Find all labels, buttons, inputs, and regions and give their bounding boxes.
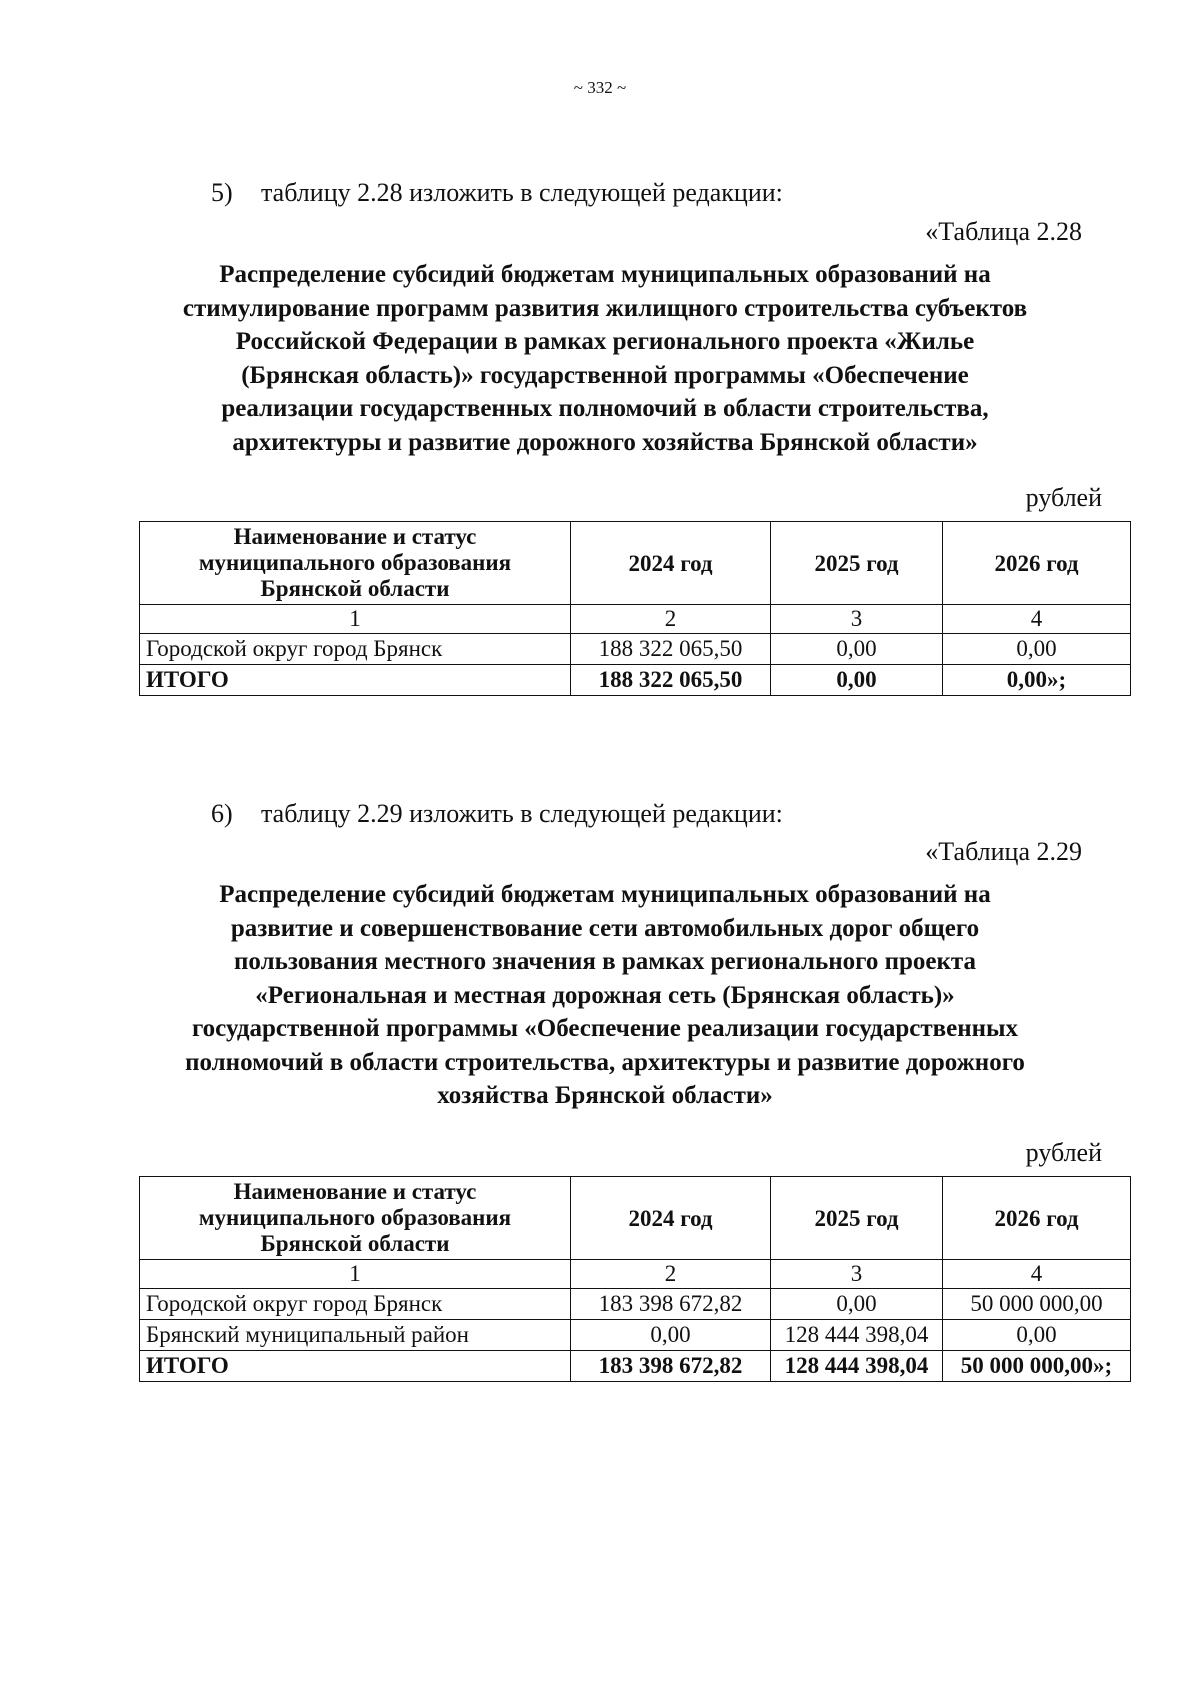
total-2026: 50 000 000,00»; <box>943 1351 1131 1382</box>
title-line: архитектуры и развитие дорожного хозяйства Брянской области» <box>232 428 978 456</box>
title-line: Распределение субсидий бюджетам муниципальных образований на <box>219 881 991 908</box>
column-header-2025: 2025 год <box>771 1177 943 1260</box>
table-header-row <box>140 522 1131 605</box>
column-header-name <box>140 522 571 605</box>
column-number: 1 <box>140 1260 571 1289</box>
column-header-2024: 2024 год <box>571 1177 771 1260</box>
value-2026: 0,00 <box>943 634 1131 665</box>
table-row <box>140 634 1131 665</box>
title-line: (Брянская область)» государственной программы «Обеспечение <box>241 361 969 389</box>
column-numbers-row <box>140 1260 1131 1289</box>
value-2025: 128 444 398,04 <box>771 1320 943 1351</box>
table-label: «Таблица 2.28 <box>925 217 1082 246</box>
column-number: 2 <box>571 1260 771 1289</box>
title-line: Российской Федерации в рамках регионального проекта «Жилье <box>235 328 975 355</box>
title-line: государственной программы «Обеспечение реализации государственных <box>191 1015 1019 1042</box>
column-number: 4 <box>943 1260 1131 1289</box>
municipality-name: Брянский муниципальный район <box>140 1320 571 1351</box>
table-header-row <box>140 1177 1131 1260</box>
total-2025: 0,00 <box>771 665 943 696</box>
column-number: 4 <box>943 605 1131 634</box>
column-number: 3 <box>771 1260 943 1289</box>
title-line: «Региональная и местная дорожная сеть (Брянская область)» <box>255 981 955 1009</box>
title-line: реализации государственных полномочий в области строительства, <box>221 395 989 422</box>
total-2024: 188 322 065,50 <box>571 665 771 696</box>
municipality-name: Городской округ город Брянск <box>140 1289 571 1320</box>
column-header-2026: 2026 год <box>943 522 1131 605</box>
column-header-2025: 2025 год <box>771 522 943 605</box>
item-number: 5) <box>211 178 233 207</box>
item-text: таблицу 2.29 изложить в следующей редакции: <box>261 799 783 828</box>
title-line: полномочий в области строительства, архитектуры и развитие дорожного <box>185 1048 1025 1076</box>
table-title <box>130 878 1080 1113</box>
page-number: ~ 332 ~ <box>573 78 627 97</box>
table-title <box>130 258 1080 459</box>
value-2025: 0,00 <box>771 634 943 665</box>
total-label: ИТОГО <box>140 665 571 696</box>
value-2024: 183 398 672,82 <box>571 1289 771 1320</box>
column-numbers-row <box>140 605 1131 634</box>
total-2025: 128 444 398,04 <box>771 1351 943 1382</box>
unit-label: рублей <box>1025 1138 1102 1167</box>
column-header-name <box>140 1177 571 1260</box>
item-number: 6) <box>211 799 233 828</box>
subsidy-table-2-29 <box>139 1176 1131 1382</box>
total-label: ИТОГО <box>140 1351 571 1382</box>
unit-label: рублей <box>1025 483 1102 512</box>
header-line: Наименование и статус <box>233 1179 477 1204</box>
item-text: таблицу 2.28 изложить в следующей редакции: <box>261 178 783 207</box>
total-row <box>140 1351 1131 1382</box>
title-line: развитие и совершенствование сети автомобильных дорог общего <box>230 914 980 942</box>
value-2026: 0,00 <box>943 1320 1131 1351</box>
header-line: муниципального образования <box>198 1205 512 1230</box>
subsidy-table-2-28 <box>139 521 1131 696</box>
column-number: 1 <box>140 605 571 634</box>
value-2024: 0,00 <box>571 1320 771 1351</box>
header-line: Брянской области <box>260 1231 450 1256</box>
title-line: пользования местного значения в рамках регионального проекта <box>234 948 976 975</box>
header-line: муниципального образования <box>198 550 512 575</box>
column-number: 3 <box>771 605 943 634</box>
table-row <box>140 1289 1131 1320</box>
value-2024: 188 322 065,50 <box>571 634 771 665</box>
municipality-name: Городской округ город Брянск <box>140 634 571 665</box>
title-line: стимулирование программ развития жилищного строительства субъектов <box>182 294 1028 322</box>
header-line: Брянской области <box>260 576 450 601</box>
value-2026: 50 000 000,00 <box>943 1289 1131 1320</box>
column-header-2024: 2024 год <box>571 522 771 605</box>
item-5-instruction <box>211 178 783 208</box>
total-2024: 183 398 672,82 <box>571 1351 771 1382</box>
title-line: Распределение субсидий бюджетам муниципальных образований на <box>219 261 991 288</box>
table-label: «Таблица 2.29 <box>925 837 1082 866</box>
table-row <box>140 1320 1131 1351</box>
title-line: хозяйства Брянской области» <box>437 1082 773 1109</box>
item-6-instruction <box>211 799 783 829</box>
header-line: Наименование и статус <box>233 524 477 549</box>
column-header-2026: 2026 год <box>943 1177 1131 1260</box>
value-2025: 0,00 <box>771 1289 943 1320</box>
total-row <box>140 665 1131 696</box>
total-2026: 0,00»; <box>943 665 1131 696</box>
column-number: 2 <box>571 605 771 634</box>
